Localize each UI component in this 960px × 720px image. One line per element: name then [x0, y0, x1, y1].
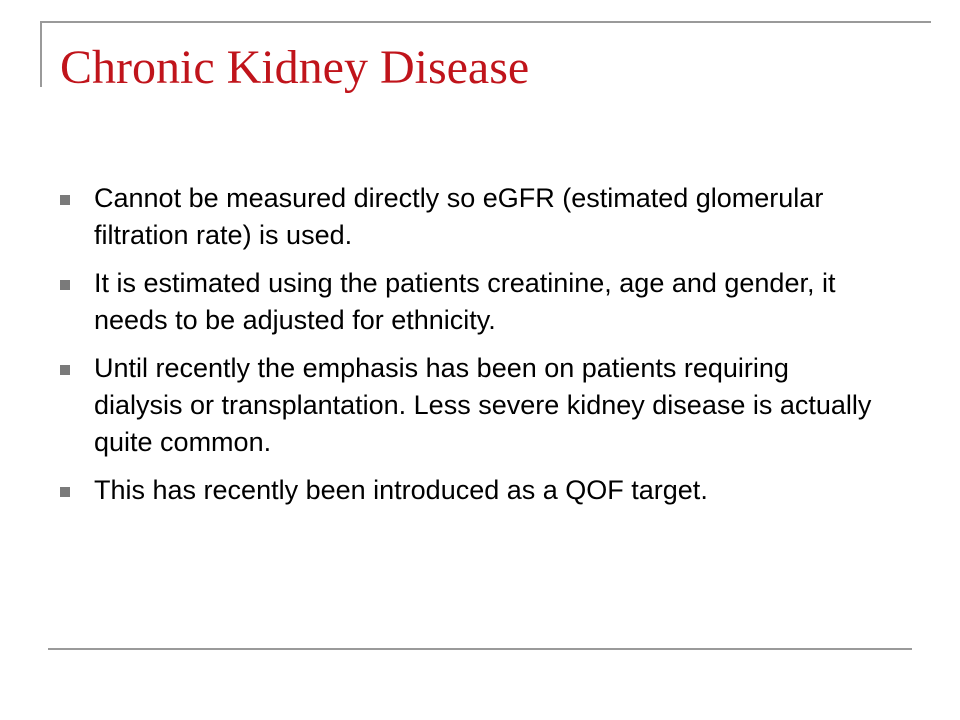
bullet-item [60, 350, 880, 461]
square-bullet-icon [60, 365, 70, 375]
bullet-item [60, 472, 880, 509]
top-vertical-rule [40, 21, 42, 87]
square-bullet-icon [60, 280, 70, 290]
square-bullet-icon [60, 195, 70, 205]
top-horizontal-rule [40, 21, 931, 23]
bottom-horizontal-rule [48, 648, 912, 650]
bullet-text: Cannot be measured directly so eGFR (estimated glomerular filtration rate) is used. [94, 183, 824, 250]
bullet-text: It is estimated using the patients creatinine, age and gender, it needs to be adjusted for ethnicity. [94, 268, 836, 335]
bullet-item [60, 265, 880, 339]
square-bullet-icon [60, 487, 70, 497]
bullet-text: This has recently been introduced as a QOF target. [94, 475, 708, 505]
bullet-text: Until recently the emphasis has been on patients requiring dialysis or transplantation. Less severe kidney disease is actually quite common. [94, 353, 872, 457]
bullet-list [60, 180, 880, 520]
slide-title: Chronic Kidney Disease [60, 41, 530, 94]
bullet-item [60, 180, 880, 254]
